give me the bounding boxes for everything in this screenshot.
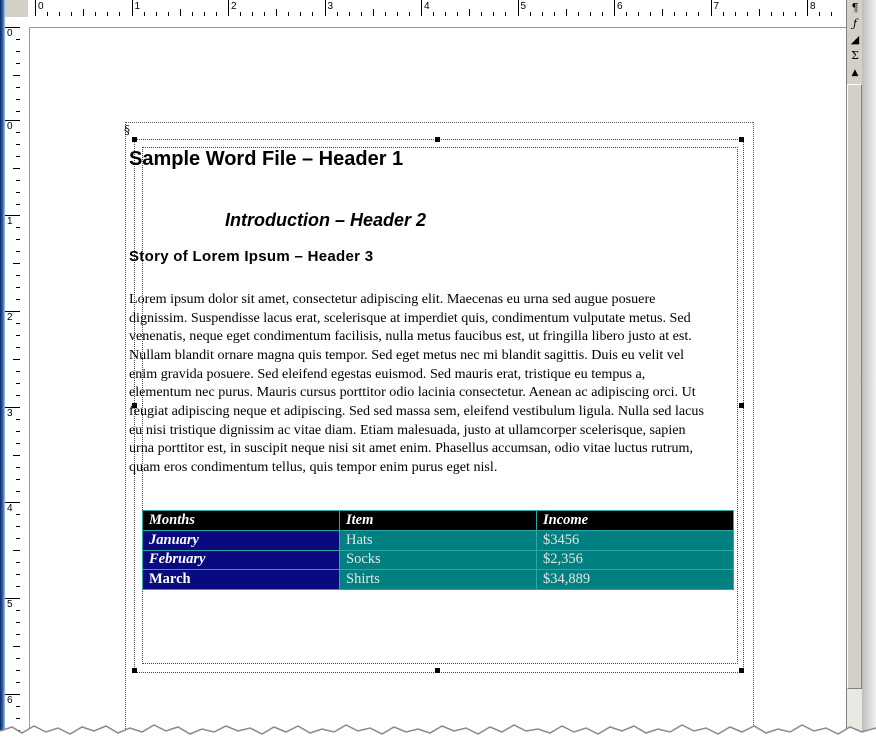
resize-handle-middle-right[interactable] bbox=[739, 403, 744, 408]
ruler-minor-tick bbox=[312, 12, 313, 16]
page-area[interactable] bbox=[21, 17, 846, 751]
ruler-minor-tick bbox=[626, 12, 627, 16]
ruler-label: 6 bbox=[617, 1, 623, 12]
ruler-minor-tick bbox=[168, 12, 169, 16]
ruler-minor-tick bbox=[602, 12, 603, 16]
ruler-minor-tick bbox=[16, 87, 20, 88]
ruler-minor-tick bbox=[264, 12, 265, 16]
header-3: Story of Lorem Ipsum – Header 3 bbox=[129, 248, 374, 265]
vertical-ruler[interactable] bbox=[5, 17, 22, 751]
ruler-minor-tick bbox=[16, 39, 20, 40]
ruler-minor-tick bbox=[16, 586, 20, 587]
ruler-label: 1 bbox=[134, 1, 141, 12]
ruler-minor-tick bbox=[16, 192, 20, 193]
ruler-minor-tick bbox=[16, 682, 20, 683]
ruler-minor-tick bbox=[554, 12, 555, 16]
ruler-minor-tick bbox=[16, 111, 20, 112]
ruler-minor-tick bbox=[747, 12, 748, 16]
ruler-minor-tick bbox=[16, 323, 20, 324]
ruler-label: 5 bbox=[520, 1, 527, 12]
item-cell: Shirts bbox=[340, 570, 537, 590]
ruler-minor-tick bbox=[505, 12, 506, 16]
ruler-label: 3 bbox=[327, 1, 334, 12]
ruler-minor-tick bbox=[144, 12, 145, 16]
ruler-minor-tick bbox=[16, 622, 20, 623]
ruler-minor-tick bbox=[795, 12, 796, 16]
income-cell: $34,889 bbox=[537, 570, 734, 590]
ruler-major-tick bbox=[132, 0, 133, 16]
ruler-minor-tick bbox=[13, 75, 20, 76]
function-icon[interactable]: ƒ bbox=[852, 17, 858, 30]
ruler-minor-tick bbox=[16, 299, 20, 300]
ruler-minor-tick bbox=[16, 251, 20, 252]
ruler-minor-tick bbox=[819, 12, 820, 16]
ruler-label: 4 bbox=[7, 503, 13, 514]
ruler-major-tick bbox=[5, 215, 20, 216]
ruler-minor-tick bbox=[13, 263, 20, 264]
table-header-row bbox=[143, 511, 734, 531]
ruler-major-tick bbox=[518, 0, 519, 16]
ruler-minor-tick bbox=[481, 12, 482, 16]
ruler-minor-tick bbox=[16, 526, 20, 527]
ruler-minor-tick bbox=[650, 12, 651, 16]
ruler-major-tick bbox=[421, 0, 422, 16]
ruler-minor-tick bbox=[16, 562, 20, 563]
ruler-minor-tick bbox=[16, 467, 20, 468]
ruler-major-tick bbox=[325, 0, 326, 16]
ruler-minor-tick bbox=[16, 99, 20, 100]
ruler-minor-tick bbox=[16, 491, 20, 492]
ruler-label: 6 bbox=[7, 695, 13, 706]
ruler-minor-tick bbox=[735, 12, 736, 16]
ruler-minor-tick bbox=[433, 12, 434, 16]
triangle-tool-icon[interactable]: ◢ bbox=[850, 33, 860, 46]
ruler-minor-tick bbox=[578, 12, 579, 16]
ruler-minor-tick bbox=[276, 9, 277, 16]
ruler-minor-tick bbox=[337, 12, 338, 16]
ruler-minor-tick bbox=[16, 287, 20, 288]
resize-handle-bottom-center[interactable] bbox=[435, 668, 440, 673]
ruler-minor-tick bbox=[16, 419, 20, 420]
ruler-minor-tick bbox=[204, 12, 205, 16]
ruler-minor-tick bbox=[349, 12, 350, 16]
item-cell: Hats bbox=[340, 530, 537, 550]
ruler-minor-tick bbox=[16, 371, 20, 372]
column-header-income: Income bbox=[537, 511, 734, 531]
ruler-label: 0 bbox=[38, 1, 44, 12]
torn-edge-effect bbox=[0, 717, 876, 751]
ruler-minor-tick bbox=[759, 9, 760, 16]
ruler-minor-tick bbox=[16, 706, 20, 707]
ruler-minor-tick bbox=[119, 12, 120, 16]
income-cell: $3456 bbox=[537, 530, 734, 550]
ruler-minor-tick bbox=[16, 479, 20, 480]
ruler-minor-tick bbox=[16, 670, 20, 671]
ruler-label: 7 bbox=[713, 1, 720, 12]
horizontal-ruler[interactable] bbox=[28, 0, 846, 18]
ruler-corner bbox=[5, 0, 29, 18]
ruler-minor-tick bbox=[783, 12, 784, 16]
ruler-minor-tick bbox=[771, 12, 772, 16]
ruler-minor-tick bbox=[95, 12, 96, 16]
ruler-minor-tick bbox=[16, 574, 20, 575]
ruler-minor-tick bbox=[493, 12, 494, 16]
ruler-minor-tick bbox=[16, 658, 20, 659]
ruler-major-tick bbox=[5, 407, 20, 408]
ruler-label: 3 bbox=[7, 408, 13, 419]
ruler-minor-tick bbox=[723, 12, 724, 16]
ruler-major-tick bbox=[614, 0, 615, 16]
ruler-minor-tick bbox=[530, 12, 531, 16]
income-cell: $2,356 bbox=[537, 550, 734, 570]
ruler-minor-tick bbox=[156, 12, 157, 16]
ruler-minor-tick bbox=[542, 12, 543, 16]
column-header-months: Months bbox=[143, 511, 340, 531]
ruler-minor-tick bbox=[59, 12, 60, 16]
scroll-up-icon[interactable]: ▲ bbox=[851, 68, 859, 78]
body-paragraph: Lorem ipsum dolor sit amet, consectetur adipiscing elit. Maecenas eu urna sed augue posuere dignissim. Suspendisse lacus erat, scelerisque at imperdiet quis, condimentum vulputate metus. Sed venenatis, neque eget condimentum facilisis, nulla metus faucibus est, ut fringilla libero justo at est. Nullam blandit ornare magna quis tempor. Sed eget metus nec mi blandit sagittis. Duis eu velit vel enim gravida posuere. Sed eleifend egestas euismod. Sed mauris erat, tristique eu tempus a, elementum nec purus. Mauris cursus porttitor odio lacinia consectetur. Aenean ac adipiscing orci. Ut feugiat adipiscing neque et adipiscing. Sed sed massa sem, eleifend vestibulum ligula. Nulla sed lacus eu nisi tristique dignissim ac vitae diam. Etiam malesuada, justo at ullamcorper scelerisque, sapien urna porttitor est, in suscipit neque nisi sit amet enim. Phasellus accumsan, odio vitae luctus rutrum, quam eros condimentum tellus, quis tempor enim purus eget nisl. bbox=[129, 291, 704, 475]
ruler-label: 2 bbox=[7, 312, 13, 323]
ruler-minor-tick bbox=[252, 12, 253, 16]
ruler-label: 2 bbox=[231, 1, 237, 12]
ruler-minor-tick bbox=[16, 275, 20, 276]
resize-handle-top-left[interactable] bbox=[132, 137, 137, 142]
window-shadow bbox=[862, 0, 876, 751]
ruler-minor-tick bbox=[13, 359, 20, 360]
ruler-minor-tick bbox=[361, 12, 362, 16]
ruler-minor-tick bbox=[674, 12, 675, 16]
ruler-minor-tick bbox=[16, 335, 20, 336]
ruler-minor-tick bbox=[16, 63, 20, 64]
ruler-minor-tick bbox=[216, 12, 217, 16]
ruler-minor-tick bbox=[16, 538, 20, 539]
ruler-minor-tick bbox=[47, 12, 48, 16]
ruler-label: 0 bbox=[7, 121, 13, 132]
ruler-minor-tick bbox=[16, 443, 20, 444]
ruler-minor-tick bbox=[107, 12, 108, 16]
resize-handle-top-right[interactable] bbox=[739, 137, 744, 142]
month-cell: March bbox=[143, 570, 340, 590]
ruler-major-tick bbox=[228, 0, 229, 16]
month-cell: February bbox=[143, 550, 340, 570]
ruler-minor-tick bbox=[16, 383, 20, 384]
income-table bbox=[142, 510, 734, 590]
ruler-minor-tick bbox=[445, 12, 446, 16]
ruler-minor-tick bbox=[638, 12, 639, 16]
ruler-minor-tick bbox=[409, 12, 410, 16]
ruler-major-tick bbox=[35, 0, 36, 16]
ruler-minor-tick bbox=[16, 347, 20, 348]
ruler-minor-tick bbox=[16, 132, 20, 133]
ruler-major-tick bbox=[5, 502, 20, 503]
ruler-major-tick bbox=[5, 694, 20, 695]
ruler-minor-tick bbox=[13, 646, 20, 647]
ruler-minor-tick bbox=[831, 12, 832, 16]
ruler-label: 0 bbox=[7, 28, 13, 39]
ruler-major-tick bbox=[5, 311, 20, 312]
ruler-minor-tick bbox=[16, 610, 20, 611]
left-margin-guide bbox=[125, 122, 126, 751]
ruler-minor-tick bbox=[469, 9, 470, 16]
ruler-minor-tick bbox=[385, 12, 386, 16]
ruler-label: 5 bbox=[7, 599, 13, 610]
ruler-minor-tick bbox=[16, 180, 20, 181]
ruler-minor-tick bbox=[16, 156, 20, 157]
side-toolbar bbox=[846, 0, 863, 84]
ruler-minor-tick bbox=[16, 51, 20, 52]
ruler-minor-tick bbox=[13, 455, 20, 456]
page-top-edge bbox=[29, 27, 846, 28]
ruler-minor-tick bbox=[192, 12, 193, 16]
ruler-minor-tick bbox=[13, 168, 20, 169]
ruler-major-tick bbox=[5, 598, 20, 599]
ruler-minor-tick bbox=[16, 227, 20, 228]
ruler-minor-tick bbox=[566, 9, 567, 16]
table-row bbox=[143, 530, 734, 550]
right-margin-guide bbox=[753, 122, 754, 751]
ruler-minor-tick bbox=[16, 204, 20, 205]
ruler-minor-tick bbox=[16, 144, 20, 145]
ruler-minor-tick bbox=[698, 12, 699, 16]
ruler-minor-tick bbox=[662, 9, 663, 16]
ruler-minor-tick bbox=[83, 9, 84, 16]
month-cell: January bbox=[143, 530, 340, 550]
ruler-minor-tick bbox=[16, 239, 20, 240]
ruler-major-tick bbox=[807, 0, 808, 16]
table-row bbox=[143, 570, 734, 590]
header-2: Introduction – Header 2 bbox=[225, 210, 427, 230]
ruler-minor-tick bbox=[180, 9, 181, 16]
ruler-major-tick bbox=[5, 120, 20, 121]
ruler-minor-tick bbox=[71, 12, 72, 16]
ruler-minor-tick bbox=[288, 12, 289, 16]
ruler-minor-tick bbox=[686, 12, 687, 16]
pilcrow-icon[interactable]: ¶ bbox=[851, 1, 859, 14]
ruler-minor-tick bbox=[457, 12, 458, 16]
sigma-icon[interactable]: Σ bbox=[851, 49, 859, 62]
resize-handle-top-center[interactable] bbox=[435, 137, 440, 142]
ruler-minor-tick bbox=[300, 12, 301, 16]
ruler-minor-tick bbox=[16, 514, 20, 515]
item-cell: Socks bbox=[340, 550, 537, 570]
ruler-minor-tick bbox=[590, 12, 591, 16]
ruler-minor-tick bbox=[16, 395, 20, 396]
ruler-minor-tick bbox=[16, 634, 20, 635]
top-margin-guide bbox=[125, 122, 753, 123]
table-row bbox=[143, 550, 734, 570]
column-header-item: Item bbox=[340, 511, 537, 531]
page-left-edge bbox=[29, 27, 30, 751]
ruler-minor-tick bbox=[373, 9, 374, 16]
ruler-label: 1 bbox=[7, 216, 13, 227]
ruler-minor-tick bbox=[397, 12, 398, 16]
ruler-minor-tick bbox=[13, 550, 20, 551]
resize-handle-bottom-left[interactable] bbox=[132, 668, 137, 673]
header-1: Sample Word File – Header 1 bbox=[129, 148, 404, 170]
ruler-major-tick bbox=[711, 0, 712, 16]
ruler-label: 4 bbox=[424, 1, 430, 12]
anchor-icon[interactable]: § bbox=[124, 123, 130, 137]
resize-handle-bottom-right[interactable] bbox=[739, 668, 744, 673]
vertical-scrollbar[interactable] bbox=[846, 84, 863, 751]
scrollbar-thumb[interactable] bbox=[847, 84, 862, 689]
ruler-label: 8 bbox=[810, 1, 816, 12]
ruler-minor-tick bbox=[16, 431, 20, 432]
ruler-minor-tick bbox=[240, 12, 241, 16]
ruler-major-tick bbox=[5, 27, 20, 28]
